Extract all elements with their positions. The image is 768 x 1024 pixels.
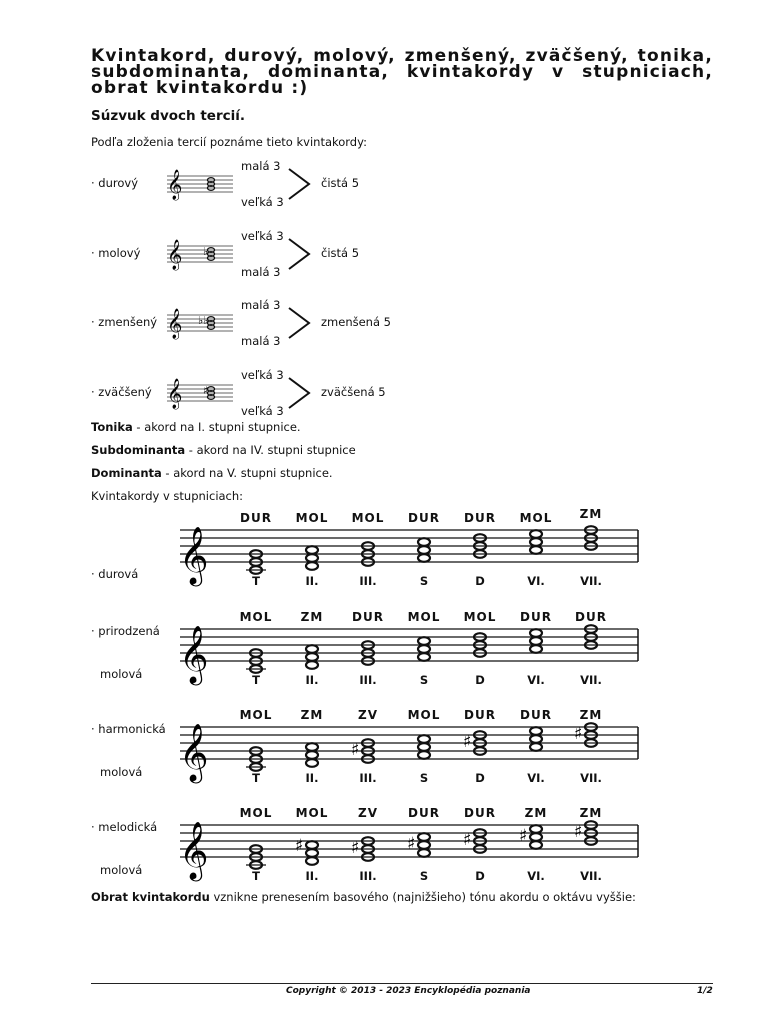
def-term: Subdominanta — [91, 443, 186, 457]
def-text: - akord na V. stupni stupnice. — [161, 466, 333, 480]
whole-note — [306, 857, 318, 865]
chord-type-label: DUR — [520, 708, 552, 722]
accidental-icon: ♭ — [203, 245, 209, 258]
chord-type-label: ZM — [579, 708, 603, 722]
chord-type-label: MOL — [239, 708, 273, 722]
whole-note — [418, 538, 430, 546]
whole-note — [530, 546, 542, 554]
degree-label: S — [419, 771, 429, 785]
chord-type-label: ZV — [358, 708, 378, 722]
obrat-desc: vznikne prenesením basového (najnižšieho) tónu akordu o oktávu vyššie: — [209, 890, 636, 904]
degree-label: VII. — [580, 869, 602, 883]
whole-note — [306, 645, 318, 653]
chord-type-label: ZM — [579, 507, 603, 521]
sharp-icon: ♯ — [407, 834, 416, 854]
chord-type-label: DUR — [464, 511, 496, 525]
scale-label: · harmonická — [91, 722, 166, 736]
chord-type-label: DUR — [575, 610, 607, 624]
chord-staff — [165, 159, 295, 209]
whole-note — [530, 735, 542, 743]
chord-type-label: MOL — [239, 610, 273, 624]
page-title: Kvintakord, durový, molový, zmenšený, zväčšený, tonika, subdominanta, dominanta, kvintakordy v stupniciach, obrat kvintakordu :) — [91, 46, 713, 98]
degree-label: T — [252, 673, 260, 687]
accidental-icon: ♯ — [203, 384, 209, 397]
degree-label: T — [252, 574, 260, 588]
scale-label-2: molová — [100, 765, 143, 779]
degree-label: D — [475, 574, 485, 588]
fifth-result: čistá 5 — [321, 176, 360, 190]
upper-third: veľká 3 — [241, 368, 284, 382]
whole-note — [418, 743, 430, 751]
degree-label: VII. — [580, 574, 602, 588]
chord-staff — [165, 229, 295, 279]
chord-name: · durový — [91, 176, 139, 190]
chord-type-label: ZM — [579, 806, 603, 820]
whole-note — [530, 841, 542, 849]
chord-type-label: ZM — [524, 806, 548, 820]
subtitle: Súzvuk dvoch tercií. — [91, 108, 245, 124]
chord-type-label: MOL — [519, 511, 553, 525]
sharp-icon: ♯ — [463, 732, 472, 752]
treble-clef-icon: 𝄞 — [179, 526, 209, 584]
sharp-icon: ♯ — [463, 830, 472, 850]
whole-note — [306, 849, 318, 857]
sharp-icon: ♯ — [519, 826, 528, 846]
def-text: - akord na IV. stupni stupnice — [185, 443, 356, 457]
def-subdominanta — [91, 443, 356, 457]
whole-note — [418, 735, 430, 743]
degree-label: VII. — [580, 771, 602, 785]
chord-name: · molový — [91, 246, 141, 260]
whole-note — [530, 637, 542, 645]
whole-note — [418, 841, 430, 849]
degree-label: D — [475, 673, 485, 687]
sharp-icon: ♯ — [574, 724, 583, 744]
whole-note — [530, 743, 542, 751]
degree-label: VI. — [527, 869, 545, 883]
chord-type-label: MOL — [295, 511, 329, 525]
degree-label: II. — [305, 673, 319, 687]
whole-note — [306, 562, 318, 570]
whole-note — [418, 653, 430, 661]
degree-label: T — [252, 771, 260, 785]
chord-type-label: DUR — [408, 511, 440, 525]
degree-label: III. — [359, 673, 377, 687]
upper-third: veľká 3 — [241, 229, 284, 243]
obrat-term: Obrat kvintakordu — [91, 890, 210, 904]
chord-type-label: MOL — [463, 610, 497, 624]
treble-clef-icon: 𝄞 — [167, 170, 183, 200]
scale-label-2: molová — [100, 667, 143, 681]
degree-label: III. — [359, 771, 377, 785]
whole-note — [530, 645, 542, 653]
chord-type-label: DUR — [520, 610, 552, 624]
def-term: Tonika — [91, 420, 133, 434]
degree-label: III. — [359, 869, 377, 883]
chord-type-label: ZM — [300, 708, 324, 722]
whole-note — [306, 653, 318, 661]
sharp-icon: ♯ — [351, 740, 360, 760]
degree-label: D — [475, 869, 485, 883]
whole-note — [306, 759, 318, 767]
chord-staff — [165, 368, 295, 418]
sharp-icon: ♯ — [295, 836, 304, 856]
treble-clef-icon: 𝄞 — [167, 379, 183, 409]
sharp-icon: ♯ — [351, 838, 360, 858]
chord-type-label: DUR — [408, 806, 440, 820]
whole-note — [530, 727, 542, 735]
def-term: Dominanta — [91, 466, 162, 480]
whole-note — [530, 629, 542, 637]
whole-note — [530, 530, 542, 538]
whole-note — [306, 743, 318, 751]
whole-note — [418, 546, 430, 554]
upper-third: malá 3 — [241, 159, 281, 173]
whole-note — [418, 637, 430, 645]
whole-note — [306, 841, 318, 849]
whole-note — [306, 546, 318, 554]
degree-label: III. — [359, 574, 377, 588]
degree-label: VI. — [527, 771, 545, 785]
chord-type-label: ZV — [358, 806, 378, 820]
degree-label: II. — [305, 869, 319, 883]
def-text: - akord na I. stupni stupnice. — [132, 420, 301, 434]
lower-third: veľká 3 — [241, 404, 284, 418]
chord-type-label: MOL — [295, 806, 329, 820]
degree-label: VI. — [527, 574, 545, 588]
fifth-result: zmenšená 5 — [321, 315, 391, 329]
scale-label: · prirodzená — [91, 624, 160, 638]
whole-note — [418, 849, 430, 857]
bracket-icon — [289, 308, 309, 338]
obrat-text — [91, 890, 636, 904]
degree-label: S — [419, 869, 429, 883]
scales-intro: Kvintakordy v stupniciach: — [91, 489, 244, 503]
footer-divider — [91, 983, 713, 984]
page-number: 1/2 — [697, 986, 713, 996]
chord-type-label: DUR — [352, 610, 384, 624]
chord-type-label: DUR — [464, 708, 496, 722]
fifth-result: čistá 5 — [321, 246, 360, 260]
bracket-icon — [289, 239, 309, 269]
whole-note — [306, 661, 318, 669]
degree-label: VI. — [527, 673, 545, 687]
whole-note — [418, 554, 430, 562]
bracket-icon — [289, 169, 309, 199]
whole-note — [306, 554, 318, 562]
degree-label: II. — [305, 574, 319, 588]
chord-type-label: DUR — [464, 806, 496, 820]
degree-label: S — [419, 673, 429, 687]
upper-third: malá 3 — [241, 298, 281, 312]
degree-label: II. — [305, 771, 319, 785]
fifth-result: zväčšená 5 — [321, 385, 386, 399]
treble-clef-icon: 𝄞 — [167, 240, 183, 270]
whole-note — [530, 833, 542, 841]
whole-note — [418, 833, 430, 841]
intro-text: Podľa zloženia tercií poznáme tieto kvintakordy: — [91, 135, 367, 149]
def-tonika — [91, 420, 301, 434]
scale-label-2: molová — [100, 863, 143, 877]
chord-name: · zväčšený — [91, 385, 152, 399]
whole-note — [418, 645, 430, 653]
degree-label: D — [475, 771, 485, 785]
sharp-icon: ♯ — [574, 822, 583, 842]
whole-note — [530, 825, 542, 833]
treble-clef-icon: 𝄞 — [167, 309, 183, 339]
chord-type-label: MOL — [239, 806, 273, 820]
chord-type-label: MOL — [407, 610, 441, 624]
chord-type-label: MOL — [351, 511, 385, 525]
chord-type-label: ZM — [300, 610, 324, 624]
treble-clef-icon: 𝄞 — [179, 723, 209, 781]
accidental-icon: ♭♭ — [198, 314, 209, 327]
lower-third: malá 3 — [241, 265, 281, 279]
chord-type-label: DUR — [240, 511, 272, 525]
copyright: Copyright © 2013 - 2023 Encyklopédia poznania — [286, 986, 531, 996]
chord-type-label: MOL — [407, 708, 441, 722]
bracket-icon — [289, 378, 309, 408]
whole-note — [530, 538, 542, 546]
chord-name: · zmenšený — [91, 315, 158, 329]
whole-note — [306, 751, 318, 759]
def-dominanta — [91, 466, 333, 480]
chord-staff — [165, 298, 295, 348]
treble-clef-icon: 𝄞 — [179, 821, 209, 879]
treble-clef-icon: 𝄞 — [179, 625, 209, 683]
lower-third: veľká 3 — [241, 195, 284, 209]
degree-label: S — [419, 574, 429, 588]
scale-label: · durová — [91, 567, 139, 581]
lower-third: malá 3 — [241, 334, 281, 348]
degree-label: T — [252, 869, 260, 883]
degree-label: VII. — [580, 673, 602, 687]
whole-note — [418, 751, 430, 759]
scale-label: · melodická — [91, 820, 158, 834]
